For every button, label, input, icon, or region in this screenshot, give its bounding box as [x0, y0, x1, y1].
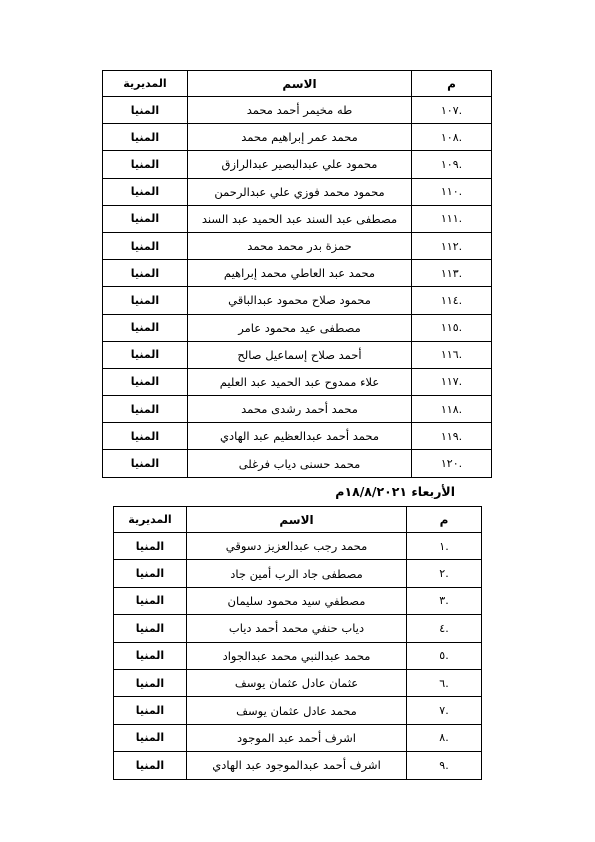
row-number: .١١٠ — [412, 178, 492, 205]
table-row — [114, 669, 482, 696]
row-number: .١١٦ — [412, 341, 492, 368]
row-number: .٢ — [407, 560, 482, 587]
person-name: محمود محمد فوزي علي عبدالرحمن — [188, 178, 412, 205]
directorate: المنيا — [103, 178, 188, 205]
person-name: أحمد صلاح إسماعيل صالح — [188, 341, 412, 368]
directorate: المنيا — [114, 697, 187, 724]
row-number: .١٢٠ — [412, 450, 492, 477]
row-number: .١١٧ — [412, 368, 492, 395]
directorate: المنيا — [114, 533, 187, 560]
person-name: حمزة بدر محمد محمد — [188, 232, 412, 259]
table-row — [103, 450, 492, 477]
participants-table-2 — [113, 506, 482, 780]
row-number: .١٠٩ — [412, 151, 492, 178]
directorate: المنيا — [103, 124, 188, 151]
row-number: .٥ — [407, 642, 482, 669]
table-row — [114, 560, 482, 587]
row-number: .١١١ — [412, 205, 492, 232]
column-header-index: م — [412, 71, 492, 97]
table-row — [103, 287, 492, 314]
row-number: .١٠٧ — [412, 97, 492, 124]
directorate: المنيا — [103, 97, 188, 124]
directorate: المنيا — [103, 423, 188, 450]
row-number: .١٠٨ — [412, 124, 492, 151]
row-number: .٨ — [407, 724, 482, 751]
table-row — [103, 151, 492, 178]
directorate: المنيا — [114, 724, 187, 751]
participants-table-1 — [102, 70, 492, 478]
directorate: المنيا — [103, 287, 188, 314]
person-name: دياب حنفي محمد أحمد دياب — [187, 615, 407, 642]
person-name: عثمان عادل عثمان يوسف — [187, 669, 407, 696]
directorate: المنيا — [103, 341, 188, 368]
table-row — [103, 178, 492, 205]
person-name: محمود صلاح محمود عبدالباقي — [188, 287, 412, 314]
table-row — [103, 232, 492, 259]
person-name: مصطفى جاد الرب أمين جاد — [187, 560, 407, 587]
table-header-row — [103, 71, 492, 97]
directorate: المنيا — [114, 752, 187, 779]
table-row — [114, 642, 482, 669]
person-name: مصطفى عيد محمود عامر — [188, 314, 412, 341]
directorate: المنيا — [103, 205, 188, 232]
column-header-name: الاسم — [188, 71, 412, 97]
table-row — [114, 752, 482, 779]
directorate: المنيا — [103, 232, 188, 259]
table-header-row — [114, 507, 482, 533]
row-number: .١١٢ — [412, 232, 492, 259]
person-name: محمد رجب عبدالعزيز دسوقي — [187, 533, 407, 560]
person-name: طه مخيمر أحمد محمد — [188, 97, 412, 124]
table-row — [103, 423, 492, 450]
row-number: .١١٤ — [412, 287, 492, 314]
person-name: مصطفي سيد محمود سليمان — [187, 587, 407, 614]
column-header-directorate: المديرية — [114, 507, 187, 533]
table-row — [103, 205, 492, 232]
directorate: المنيا — [114, 669, 187, 696]
person-name: مصطفى عبد السند عبد الحميد عبد السند — [188, 205, 412, 232]
person-name: محمد عادل عثمان يوسف — [187, 697, 407, 724]
row-number: .٦ — [407, 669, 482, 696]
column-header-directorate: المديرية — [103, 71, 188, 97]
table-row — [114, 533, 482, 560]
person-name: محمد عبدالنبي محمد عبدالجواد — [187, 642, 407, 669]
table-row — [103, 341, 492, 368]
person-name: محمود علي عبدالبصير عبدالرازق — [188, 151, 412, 178]
directorate: المنيا — [114, 615, 187, 642]
table-row — [103, 368, 492, 395]
person-name: محمد حسنى دياب فرغلى — [188, 450, 412, 477]
directorate: المنيا — [114, 560, 187, 587]
table-row — [103, 396, 492, 423]
row-number: .٧ — [407, 697, 482, 724]
row-number: .١١٣ — [412, 260, 492, 287]
row-number: .٤ — [407, 615, 482, 642]
table-row — [114, 724, 482, 751]
directorate: المنيا — [103, 450, 188, 477]
section-date-heading: الأربعاء ١٨/٨/٢٠٢١م — [335, 484, 455, 499]
column-header-name: الاسم — [187, 507, 407, 533]
directorate: المنيا — [114, 642, 187, 669]
directorate: المنيا — [114, 587, 187, 614]
table-row — [103, 314, 492, 341]
table-row — [114, 697, 482, 724]
person-name: علاء ممدوح عبد الحميد عبد العليم — [188, 368, 412, 395]
directorate: المنيا — [103, 396, 188, 423]
table-body — [114, 533, 482, 780]
table-row — [114, 615, 482, 642]
table-row — [114, 587, 482, 614]
directorate: المنيا — [103, 368, 188, 395]
row-number: .١١٥ — [412, 314, 492, 341]
table-row — [103, 97, 492, 124]
directorate: المنيا — [103, 151, 188, 178]
row-number: .١ — [407, 533, 482, 560]
row-number: .١١٨ — [412, 396, 492, 423]
person-name: محمد أحمد رشدى محمد — [188, 396, 412, 423]
person-name: اشرف أحمد عبد الموجود — [187, 724, 407, 751]
table-body — [103, 97, 492, 478]
person-name: محمد أحمد عبدالعظيم عبد الهادي — [188, 423, 412, 450]
row-number: .٣ — [407, 587, 482, 614]
person-name: محمد عبد العاطي محمد إبراهيم — [188, 260, 412, 287]
row-number: .١١٩ — [412, 423, 492, 450]
person-name: محمد عمر إبراهيم محمد — [188, 124, 412, 151]
table-row — [103, 260, 492, 287]
row-number: .٩ — [407, 752, 482, 779]
column-header-index: م — [407, 507, 482, 533]
directorate: المنيا — [103, 314, 188, 341]
directorate: المنيا — [103, 260, 188, 287]
person-name: اشرف أحمد عبدالموجود عبد الهادي — [187, 752, 407, 779]
table-row — [103, 124, 492, 151]
